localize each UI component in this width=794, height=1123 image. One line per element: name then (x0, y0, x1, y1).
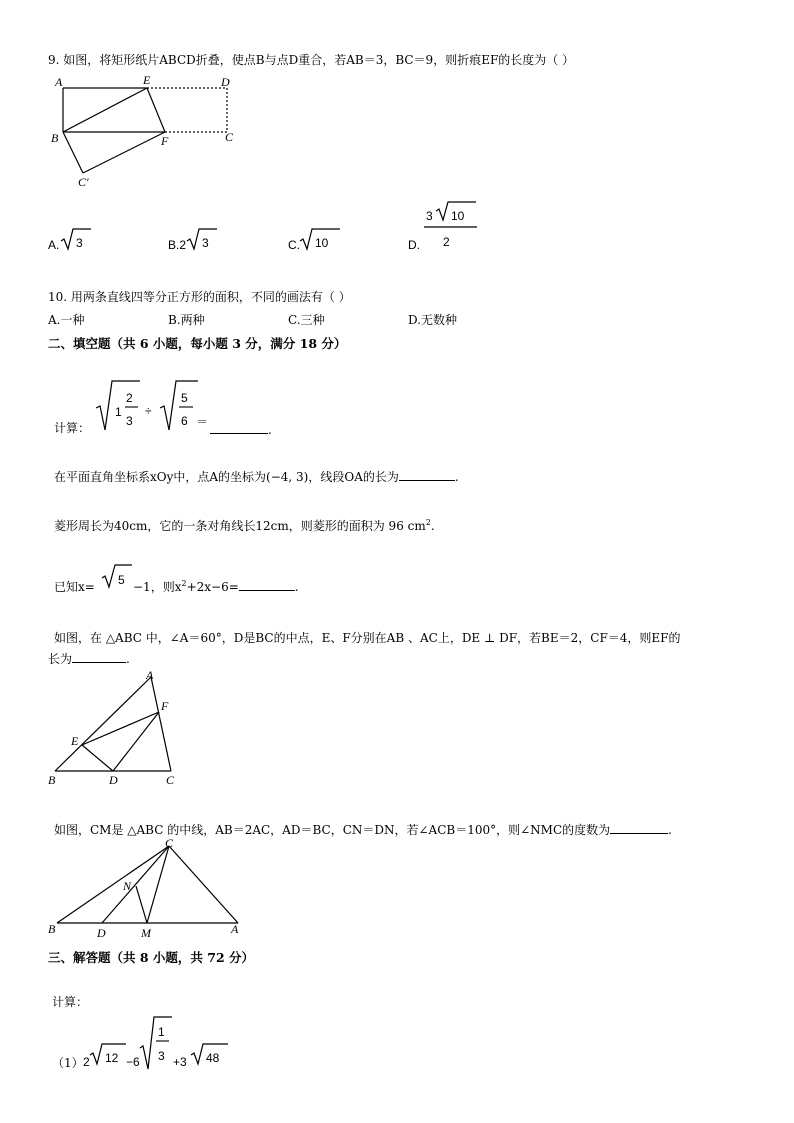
svg-text:5: 5 (118, 573, 125, 587)
q10-option-d: D.无数种 (408, 313, 458, 327)
q9-label-c-prime: C′ (78, 175, 89, 189)
fill5-label-d: D (109, 773, 118, 787)
q10-option-b: B.两种 (168, 313, 205, 327)
svg-text:2: 2 (126, 391, 133, 405)
fill6-answer-blank[interactable] (610, 821, 668, 834)
svg-text:12: 12 (105, 1051, 119, 1065)
section3-title: 三、解答题（共 8 小题，共 72 分） (48, 950, 255, 965)
fill4-answer-blank[interactable] (239, 578, 295, 591)
svg-text:2: 2 (83, 1055, 90, 1069)
q9-option-a: A. (48, 238, 60, 252)
svg-text:3: 3 (202, 236, 209, 250)
fill6-label-n: N (123, 879, 132, 893)
q9-text: 9. 如图，将矩形纸片ABCD折叠，使点B与点D重合，若AB＝3，BC＝9，则折痕EF的长度为（ ） (48, 53, 575, 67)
q10-option-a: A.一种 (48, 313, 85, 327)
q9-option-b-radical (186, 226, 218, 252)
q9-option-d: D. (408, 238, 420, 252)
q9-label-b: B (51, 131, 59, 145)
q9-label-a: A (55, 75, 63, 89)
q10-option-c: C.三种 (288, 313, 325, 327)
fill6-label-b: B (48, 922, 56, 936)
svg-text:10: 10 (315, 236, 329, 250)
fill5-label-e: E (71, 734, 79, 748)
fill6-label-a: A (231, 922, 239, 936)
q9-label-d: D (221, 75, 230, 89)
svg-text:2: 2 (443, 235, 450, 249)
q10-text: 10. 用两条直线四等分正方形的面积，不同的画法有（ ） (48, 290, 351, 304)
fill5-answer-blank[interactable] (72, 650, 126, 663)
q9-label-f: F (161, 134, 169, 148)
fill5-line1: 如图，在 △ABC 中，∠A＝60°，D是BC的中点，E、F分别在AB 、AC上，DE ⊥ DF，若BE＝2，CF＝4，则EF的 (54, 631, 681, 645)
svg-text:+3: +3 (173, 1055, 187, 1069)
svg-text:10: 10 (451, 209, 465, 223)
q9-option-b: B.2 (168, 238, 187, 252)
fill6-label-m: M (141, 926, 151, 940)
svg-text:5: 5 (181, 391, 188, 405)
svg-text:＝: ＝ (196, 415, 209, 429)
fill2-answer-blank[interactable] (399, 468, 455, 481)
calc-part1-number: （1） (52, 1056, 84, 1070)
fill4-pre: 已知x= (54, 580, 95, 594)
svg-text:1: 1 (158, 1025, 165, 1039)
q9-option-d-fraction (422, 200, 480, 252)
fill1-prefix: 计算： (54, 421, 91, 435)
svg-text:÷: ÷ (145, 404, 152, 418)
fill5-label-c: C (166, 773, 175, 787)
svg-text:−6: −6 (126, 1055, 140, 1069)
fill5-label-b: B (48, 773, 56, 787)
fill6-label-c: C (165, 836, 174, 850)
svg-text:3: 3 (126, 414, 133, 428)
q9-label-e: E (143, 73, 151, 87)
fill6-text: 如图，CM是 △ABC 的中线，AB＝2AC，AD＝BC，CN＝DN，若∠ACB＝100°，则∠NMC的度数为 . (54, 823, 672, 837)
svg-text:3: 3 (76, 236, 83, 250)
calc-part1-expression (82, 1014, 242, 1074)
fill5-line2: 长为 . (48, 652, 130, 666)
fill4-radical (101, 562, 133, 590)
q9-option-c-radical (299, 226, 341, 252)
svg-text:3: 3 (426, 209, 433, 223)
calc-label: 计算： (52, 995, 89, 1009)
fill5-label-f: F (161, 699, 169, 713)
svg-text:3: 3 (158, 1049, 165, 1063)
fill5-figure (45, 668, 195, 793)
fill2-text: 在平面直角坐标系xOy中，点A的坐标为(−4, 3)，线段OA的长为 . (54, 470, 459, 484)
q9-option-a-radical (60, 226, 92, 252)
svg-text:1: 1 (115, 405, 122, 419)
q9-figure (45, 72, 245, 192)
fill6-label-d: D (97, 926, 106, 940)
fill4-rest: −1，则$x^2+2x-6=$ . (133, 579, 299, 594)
fill1-answer-blank[interactable]: . (210, 421, 272, 437)
fill3-text: 菱形周长为40cm，它的一条对角线长12cm，则菱形的面积为 96 $cm^2$. (54, 518, 435, 533)
fill6-figure (45, 836, 255, 946)
q9-option-c: C. (288, 238, 300, 252)
q9-label-c: C (225, 130, 234, 144)
section2-title: 二、填空题（共 6 小题，每小题 3 分，满分 18 分） (48, 336, 347, 351)
svg-text:6: 6 (181, 414, 188, 428)
fill5-label-a: A (146, 668, 154, 682)
svg-text:48: 48 (206, 1051, 220, 1065)
